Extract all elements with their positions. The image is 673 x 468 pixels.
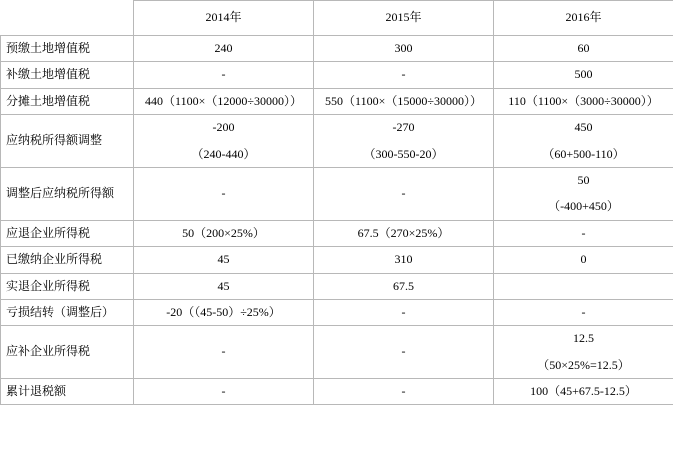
row-label: 分摊土地增值税 bbox=[1, 88, 134, 114]
header-cell-2016: 2016年 bbox=[494, 1, 673, 36]
row-label: 亏损结转（调整后） bbox=[1, 299, 134, 325]
cell-line: 0 bbox=[580, 252, 587, 267]
row-label: 应退企业所得税 bbox=[1, 220, 134, 246]
cell-line: 50 bbox=[577, 172, 590, 187]
cell-line: - bbox=[401, 67, 406, 82]
table-cell bbox=[494, 247, 673, 273]
cell-line: 450 bbox=[574, 120, 593, 135]
cell-line: 67.5（270×25%） bbox=[357, 225, 450, 240]
table-cell bbox=[314, 88, 494, 114]
cell-line: - bbox=[401, 186, 406, 201]
table-cell bbox=[134, 115, 314, 168]
table-cell bbox=[134, 167, 314, 220]
table-row bbox=[1, 326, 673, 379]
cell-line: （50×25%=12.5） bbox=[537, 357, 630, 372]
cell-line: 45 bbox=[217, 252, 230, 267]
row-label: 调整后应纳税所得额 bbox=[1, 167, 134, 220]
row-label: 应补企业所得税 bbox=[1, 326, 134, 379]
header-cell-empty bbox=[1, 1, 134, 36]
table-row bbox=[1, 379, 673, 405]
cell-line: -200 bbox=[212, 120, 235, 135]
cell-line: -270 bbox=[392, 120, 415, 135]
cell-line: 240 bbox=[214, 41, 233, 55]
cell-line: 45 bbox=[217, 278, 230, 293]
cell-line: -20（（45-50）÷25%） bbox=[166, 304, 281, 319]
table-cell bbox=[314, 247, 494, 273]
table-cell bbox=[134, 299, 314, 325]
table-row bbox=[1, 247, 673, 273]
cell-line: （-400+450） bbox=[548, 199, 619, 214]
cell-line: （60+500-110） bbox=[542, 146, 625, 161]
cell-line: - bbox=[581, 304, 586, 319]
cell-line: 12.5 bbox=[573, 331, 594, 346]
cell-line: - bbox=[221, 67, 226, 82]
cell-line: 500 bbox=[574, 67, 593, 82]
cell-line: 60 bbox=[577, 41, 590, 55]
cell-line: 110（1100×（3000÷30000）） bbox=[508, 93, 659, 108]
row-label: 累计退税额 bbox=[1, 379, 134, 405]
table-row bbox=[1, 62, 673, 88]
table-cell bbox=[494, 88, 673, 114]
table-row bbox=[1, 220, 673, 246]
table-cell bbox=[314, 115, 494, 168]
row-label: 补缴土地增值税 bbox=[1, 62, 134, 88]
cell-line: （240-440） bbox=[191, 146, 256, 161]
table-cell bbox=[314, 379, 494, 405]
table-cell bbox=[314, 62, 494, 88]
cell-line: - bbox=[401, 384, 406, 399]
table-cell bbox=[134, 273, 314, 299]
table-row bbox=[1, 88, 673, 114]
table-cell bbox=[134, 62, 314, 88]
cell-line: - bbox=[401, 304, 406, 319]
table-cell bbox=[134, 88, 314, 114]
header-cell-2015: 2015年 bbox=[314, 1, 494, 36]
table-cell bbox=[314, 220, 494, 246]
table-header-row bbox=[1, 1, 673, 36]
table-body bbox=[1, 1, 673, 405]
cell-line: - bbox=[221, 186, 226, 201]
cell-line: 67.5 bbox=[393, 278, 414, 293]
table-cell bbox=[494, 273, 673, 299]
row-label: 预缴土地增值税 bbox=[1, 36, 134, 62]
cell-line: 310 bbox=[394, 252, 413, 267]
cell-line: - bbox=[401, 344, 406, 359]
cell-line: 50（200×25%） bbox=[182, 225, 265, 240]
header-cell-2014: 2014年 bbox=[134, 1, 314, 36]
row-label: 已缴纳企业所得税 bbox=[1, 247, 134, 273]
cell-line: 550（1100×（15000÷30000）） bbox=[325, 93, 482, 108]
table-row bbox=[1, 36, 673, 62]
table-cell bbox=[494, 379, 673, 405]
table-row bbox=[1, 299, 673, 325]
table-cell bbox=[134, 326, 314, 379]
table-cell bbox=[314, 273, 494, 299]
cell-line: （300-550-20） bbox=[363, 146, 444, 161]
table-cell bbox=[494, 115, 673, 168]
table-cell bbox=[134, 36, 314, 62]
cell-line: - bbox=[581, 225, 586, 240]
cell-line: - bbox=[221, 384, 226, 399]
table-cell bbox=[134, 220, 314, 246]
table-cell bbox=[494, 299, 673, 325]
table-cell bbox=[494, 36, 673, 62]
row-label: 实退企业所得税 bbox=[1, 273, 134, 299]
table-cell bbox=[314, 36, 494, 62]
cell-line: 440（1100×（12000÷30000）） bbox=[145, 93, 302, 108]
table-cell bbox=[494, 167, 673, 220]
cell-line: - bbox=[221, 344, 226, 359]
table-cell bbox=[494, 220, 673, 246]
table-cell bbox=[494, 326, 673, 379]
table-cell bbox=[494, 62, 673, 88]
table-cell bbox=[134, 379, 314, 405]
table-cell bbox=[314, 326, 494, 379]
table-row bbox=[1, 115, 673, 168]
row-label: 应纳税所得额调整 bbox=[1, 115, 134, 168]
table-cell bbox=[314, 299, 494, 325]
table-cell bbox=[134, 247, 314, 273]
table-row bbox=[1, 273, 673, 299]
table-cell bbox=[314, 167, 494, 220]
cell-line: 300 bbox=[394, 41, 413, 55]
table-row bbox=[1, 167, 673, 220]
cell-line: 100（45+67.5-12.5） bbox=[530, 384, 637, 399]
